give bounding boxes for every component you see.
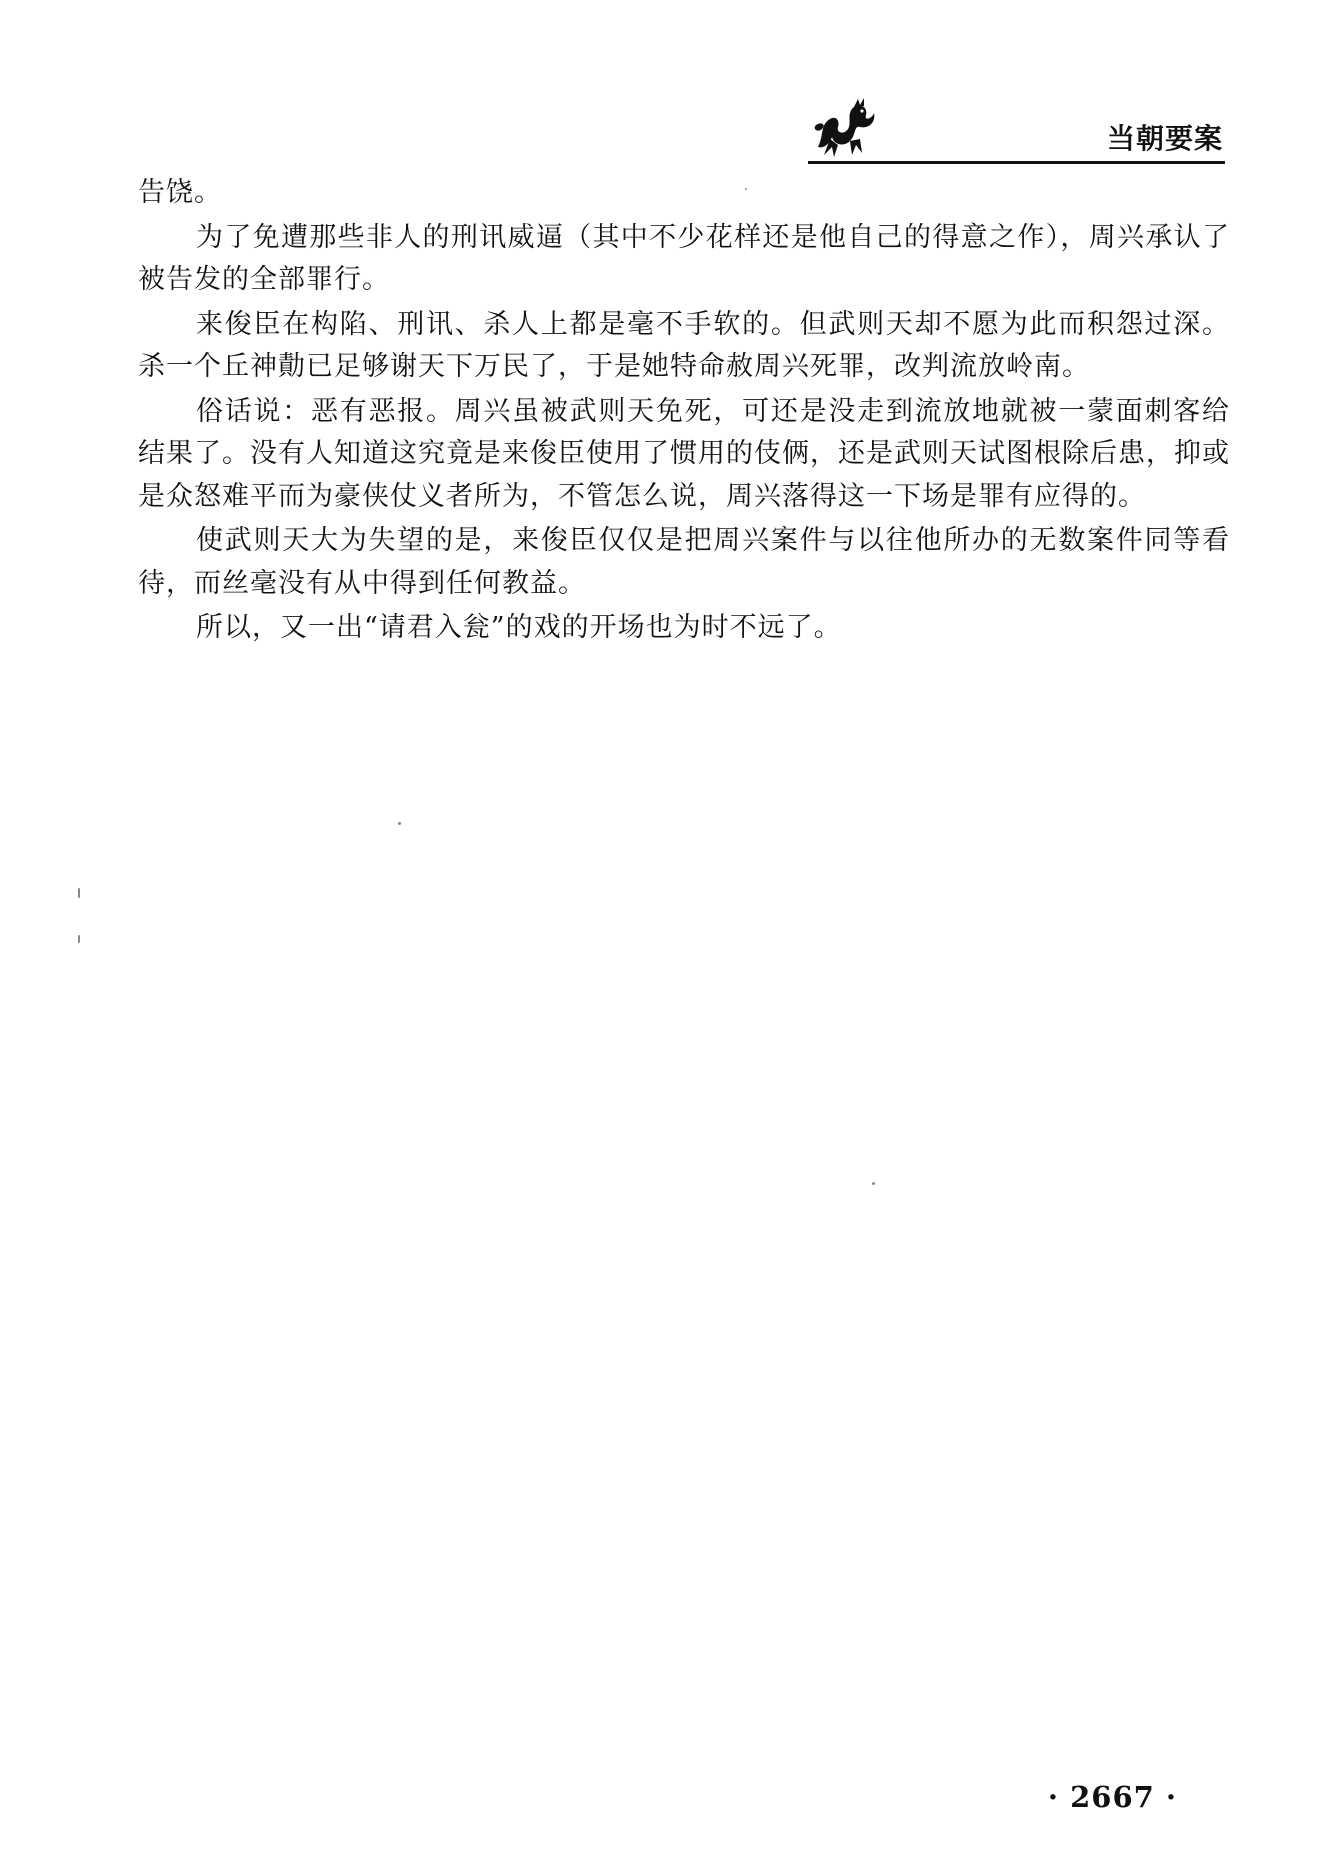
page-number: · 2667 · xyxy=(1047,1780,1177,1814)
scan-speck xyxy=(872,1182,875,1185)
paragraph-1: 告饶。 xyxy=(138,177,222,208)
scan-speck xyxy=(745,188,747,190)
scan-speck xyxy=(398,822,401,825)
paragraph-4: 俗话说：恶有恶报。周兴虽被武则天免死，可还是没走到流放地就被一蒙面刺客给结果了。没有人知道这究竟是来俊臣使用了惯用的伎俩，还是武则天试图根除后患，抑或是众怒难平而为豪侠仗义者所为，不管怎么说，周兴落得这一下场是罪有应得的。 xyxy=(138,395,1230,512)
paragraph-2: 为了免遭那些非人的刑讯威逼（其中不少花样还是他自己的得意之作），周兴承认了被告发的全部罪行。 xyxy=(138,221,1230,295)
dragon-icon xyxy=(810,95,880,161)
paragraph-3: 来俊臣在构陷、刑讯、杀人上都是毫不手软的。但武则天却不愿为此而积怨过深。杀一个丘神勣已足够谢天下万民了，于是她特命赦周兴死罪，改判流放岭南。 xyxy=(138,308,1230,382)
header-divider xyxy=(808,161,1225,164)
scan-speck xyxy=(78,888,80,898)
scan-speck xyxy=(78,935,80,943)
paragraph-5: 使武则天大为失望的是，来俊臣仅仅是把周兴案件与以往他所办的无数案件同等看待，而丝毫没有从中得到任何教益。 xyxy=(138,525,1230,599)
paragraph-6: 所以，又一出“请君入瓮”的戏的开场也为时不远了。 xyxy=(196,612,842,643)
header-title: 当朝要案 xyxy=(1106,122,1223,155)
running-header xyxy=(800,95,1225,167)
article-body xyxy=(138,172,1230,652)
